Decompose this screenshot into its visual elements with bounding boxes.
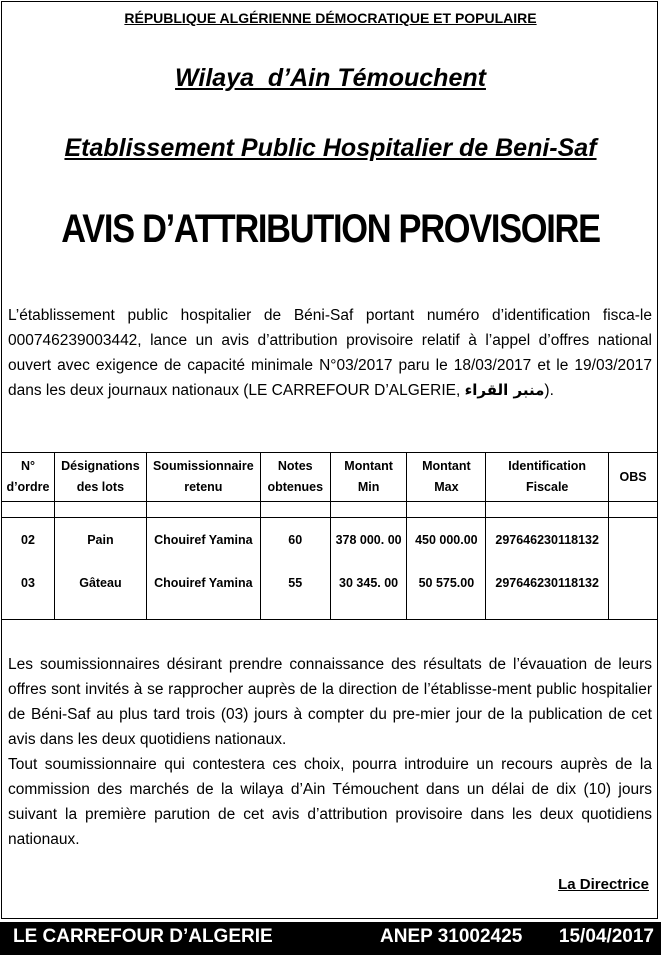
republic-header: RÉPUBLIQUE ALGÉRIENNE DÉMOCRATIQUE ET POPULAIRE — [124, 10, 537, 26]
outro-paragraph-2: Tout soumissionnaire qui contestera ces choix, pourra introduire un recours auprès de la commission des marchés de la wilaya d’Ain Témouchent dans un délai de dix (10) jours suivant la première parution de cet avis d’attribution provisoire dans les deux quotidiens nationaux. — [8, 756, 652, 848]
header-bidder: Soumissionnaire retenu — [146, 453, 260, 502]
header-notes: Notes obtenues — [260, 453, 330, 502]
intro-text: L’établissement public hospitalier de Béni-Saf portant numéro d’identification fisca-le 000746239003442, lance un avis d’attribution provisoire relatif à l’appel d’offres national ouvert avec exigence de capacité minimale N°03/2017 paru le 18/03/2017 et le 19/03/2017 dans les deux journaux nationaux (LE CARREFOUR D’ALGERIE, — [8, 307, 652, 399]
signature: La Directrice — [558, 876, 649, 893]
outro-paragraph-1: Les soumissionnaires désirant prendre connaissance des résultats de l’évauation de leurs offres sont invités à se rapprocher auprès de la direction de l’établisse-ment public hospitalier de Béni-Saf au plus tard trois (03) jours à compter du pre-mier jour de la publication de cet avis dans les deux quotidiens nationaux. — [8, 656, 652, 748]
header-designation: Désignations des lots — [54, 453, 146, 502]
wilaya-title: Wilaya d’Ain Témouchent — [175, 64, 486, 92]
cell-notes: 55 — [260, 561, 330, 604]
cell-bidder: Chouiref Yamina — [146, 518, 260, 562]
cell-notes: 60 — [260, 518, 330, 562]
table-row — [2, 561, 658, 604]
header-min: Montant Min — [330, 453, 407, 502]
cell-min: 30 345. 00 — [330, 561, 407, 604]
cell-bidder: Chouiref Yamina — [146, 561, 260, 604]
cell-fiscal: 297646230118132 — [486, 561, 609, 604]
cell-min: 378 000. 00 — [330, 518, 407, 562]
establishment-title: Etablissement Public Hospitalier de Beni-Saf — [64, 134, 597, 162]
footer-anep: ANEP 31002425 — [380, 926, 523, 947]
table-header-row — [2, 453, 658, 502]
cell-designation: Gâteau — [54, 561, 146, 604]
outro-text — [8, 652, 652, 852]
arabic-newspaper-name: منبر القراء — [464, 381, 545, 399]
cell-obs — [609, 561, 658, 604]
footer-newspaper: LE CARREFOUR D’ALGERIE — [13, 926, 273, 947]
footer-date: 15/04/2017 — [558, 926, 654, 947]
cell-max: 450 000.00 — [407, 518, 486, 562]
table-spacer-row — [2, 604, 658, 620]
cell-max: 50 575.00 — [407, 561, 486, 604]
header-max: Montant Max — [407, 453, 486, 502]
table-spacer-row — [2, 502, 658, 518]
header-fiscal: Identification Fiscale — [486, 453, 609, 502]
cell-designation: Pain — [54, 518, 146, 562]
header-num: N° d’ordre — [2, 453, 55, 502]
attribution-table — [1, 452, 658, 620]
intro-paragraph — [8, 303, 652, 403]
cell-num: 02 — [2, 518, 55, 562]
notice-title: AVIS D’ATTRIBUTION PROVISOIRE — [61, 207, 600, 251]
cell-obs — [609, 518, 658, 562]
footer-bar — [0, 922, 661, 955]
table-row — [2, 518, 658, 562]
header-obs: OBS — [609, 453, 658, 502]
cell-fiscal: 297646230118132 — [486, 518, 609, 562]
cell-num: 03 — [2, 561, 55, 604]
intro-closing: ). — [544, 382, 554, 399]
